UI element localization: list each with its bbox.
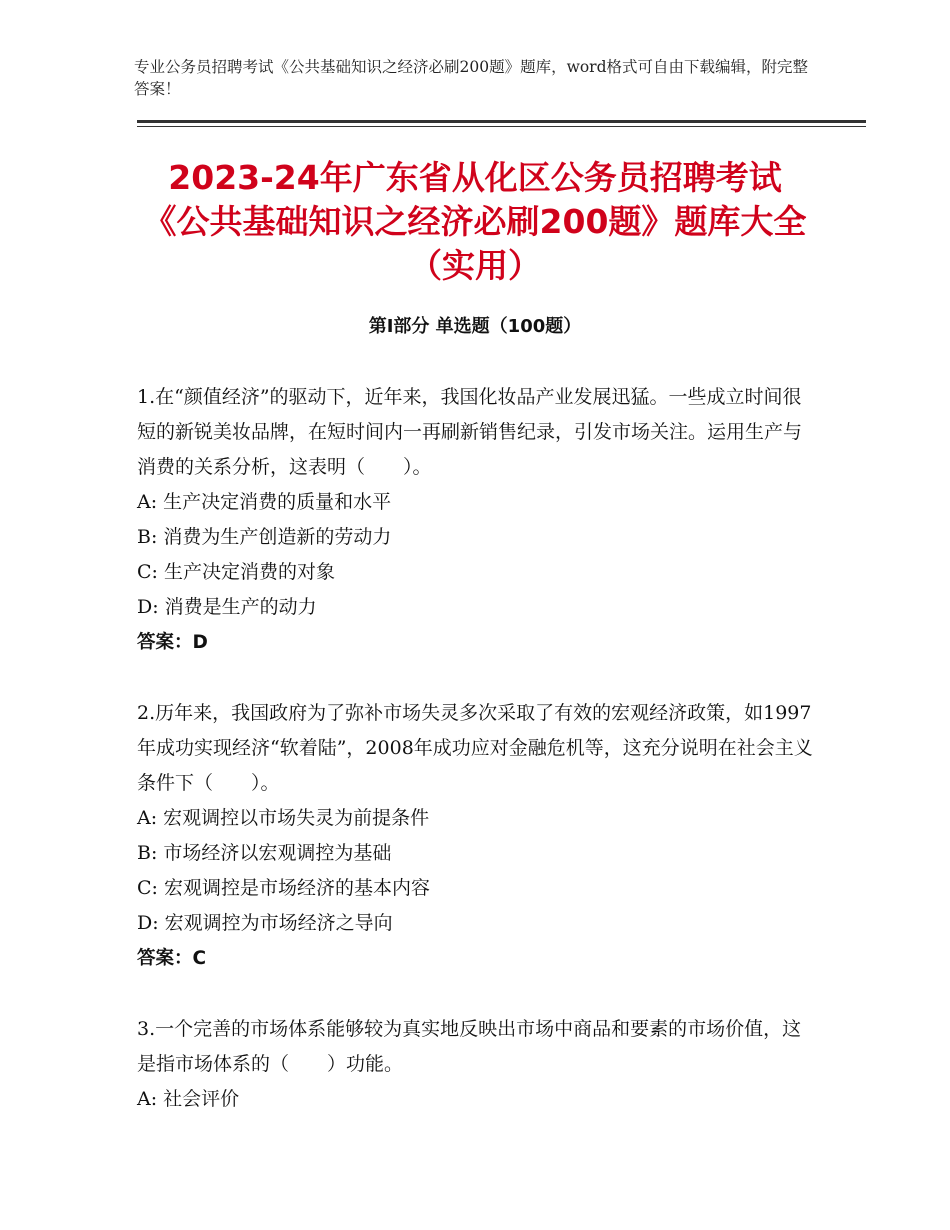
question-list bbox=[137, 380, 813, 1153]
answer: 答案：C bbox=[137, 948, 207, 969]
option-a: A: 社会评价 bbox=[137, 1088, 240, 1110]
option-a: A: 宏观调控以市场失灵为前提条件 bbox=[137, 807, 430, 829]
header-divider-thin bbox=[137, 126, 866, 127]
option-a: A: 生产决定消费的质量和水平 bbox=[137, 491, 392, 513]
question-3 bbox=[137, 1012, 813, 1117]
question-stem: 1.在“颜值经济”的驱动下，近年来，我国化妆品产业发展迅猛。一些成立时间很短的新锐美妆品牌，在短时间内一再刷新销售纪录，引发市场关注。运用生产与消费的关系分析，这表明（ ）。 bbox=[137, 386, 803, 478]
option-b: B: 消费为生产创造新的劳动力 bbox=[137, 526, 392, 548]
header-divider-thick bbox=[137, 120, 866, 123]
section-title: 第Ⅰ部分 单选题（100题） bbox=[368, 316, 582, 337]
option-c: C: 宏观调控是市场经济的基本内容 bbox=[137, 877, 430, 899]
question-2 bbox=[137, 696, 813, 976]
option-b: B: 市场经济以宏观调控为基础 bbox=[137, 842, 392, 864]
question-1 bbox=[137, 380, 813, 660]
question-stem: 2.历年来，我国政府为了弥补市场失灵多次采取了有效的宏观经济政策，如1997年成功实现经济“软着陆”，2008年成功应对金融危机等，这充分说明在社会主义条件下（ ）。 bbox=[137, 702, 813, 794]
header-note: 专业公务员招聘考试《公共基础知识之经济必刷200题》题库，word格式可自由下载编辑，附完整答案！ bbox=[134, 58, 809, 98]
document-title: 2023-24年广东省从化区公务员招聘考试《公共基础知识之经济必刷200题》题库大全（实用） bbox=[143, 158, 807, 285]
question-stem: 3.一个完善的市场体系能够较为真实地反映出市场中商品和要素的市场价值，这是指市场体系的（ ）功能。 bbox=[137, 1018, 802, 1075]
option-d: D: 宏观调控为市场经济之导向 bbox=[137, 912, 393, 934]
answer: 答案：D bbox=[137, 632, 208, 653]
option-d: D: 消费是生产的动力 bbox=[137, 596, 317, 618]
option-c: C: 生产决定消费的对象 bbox=[137, 561, 335, 583]
